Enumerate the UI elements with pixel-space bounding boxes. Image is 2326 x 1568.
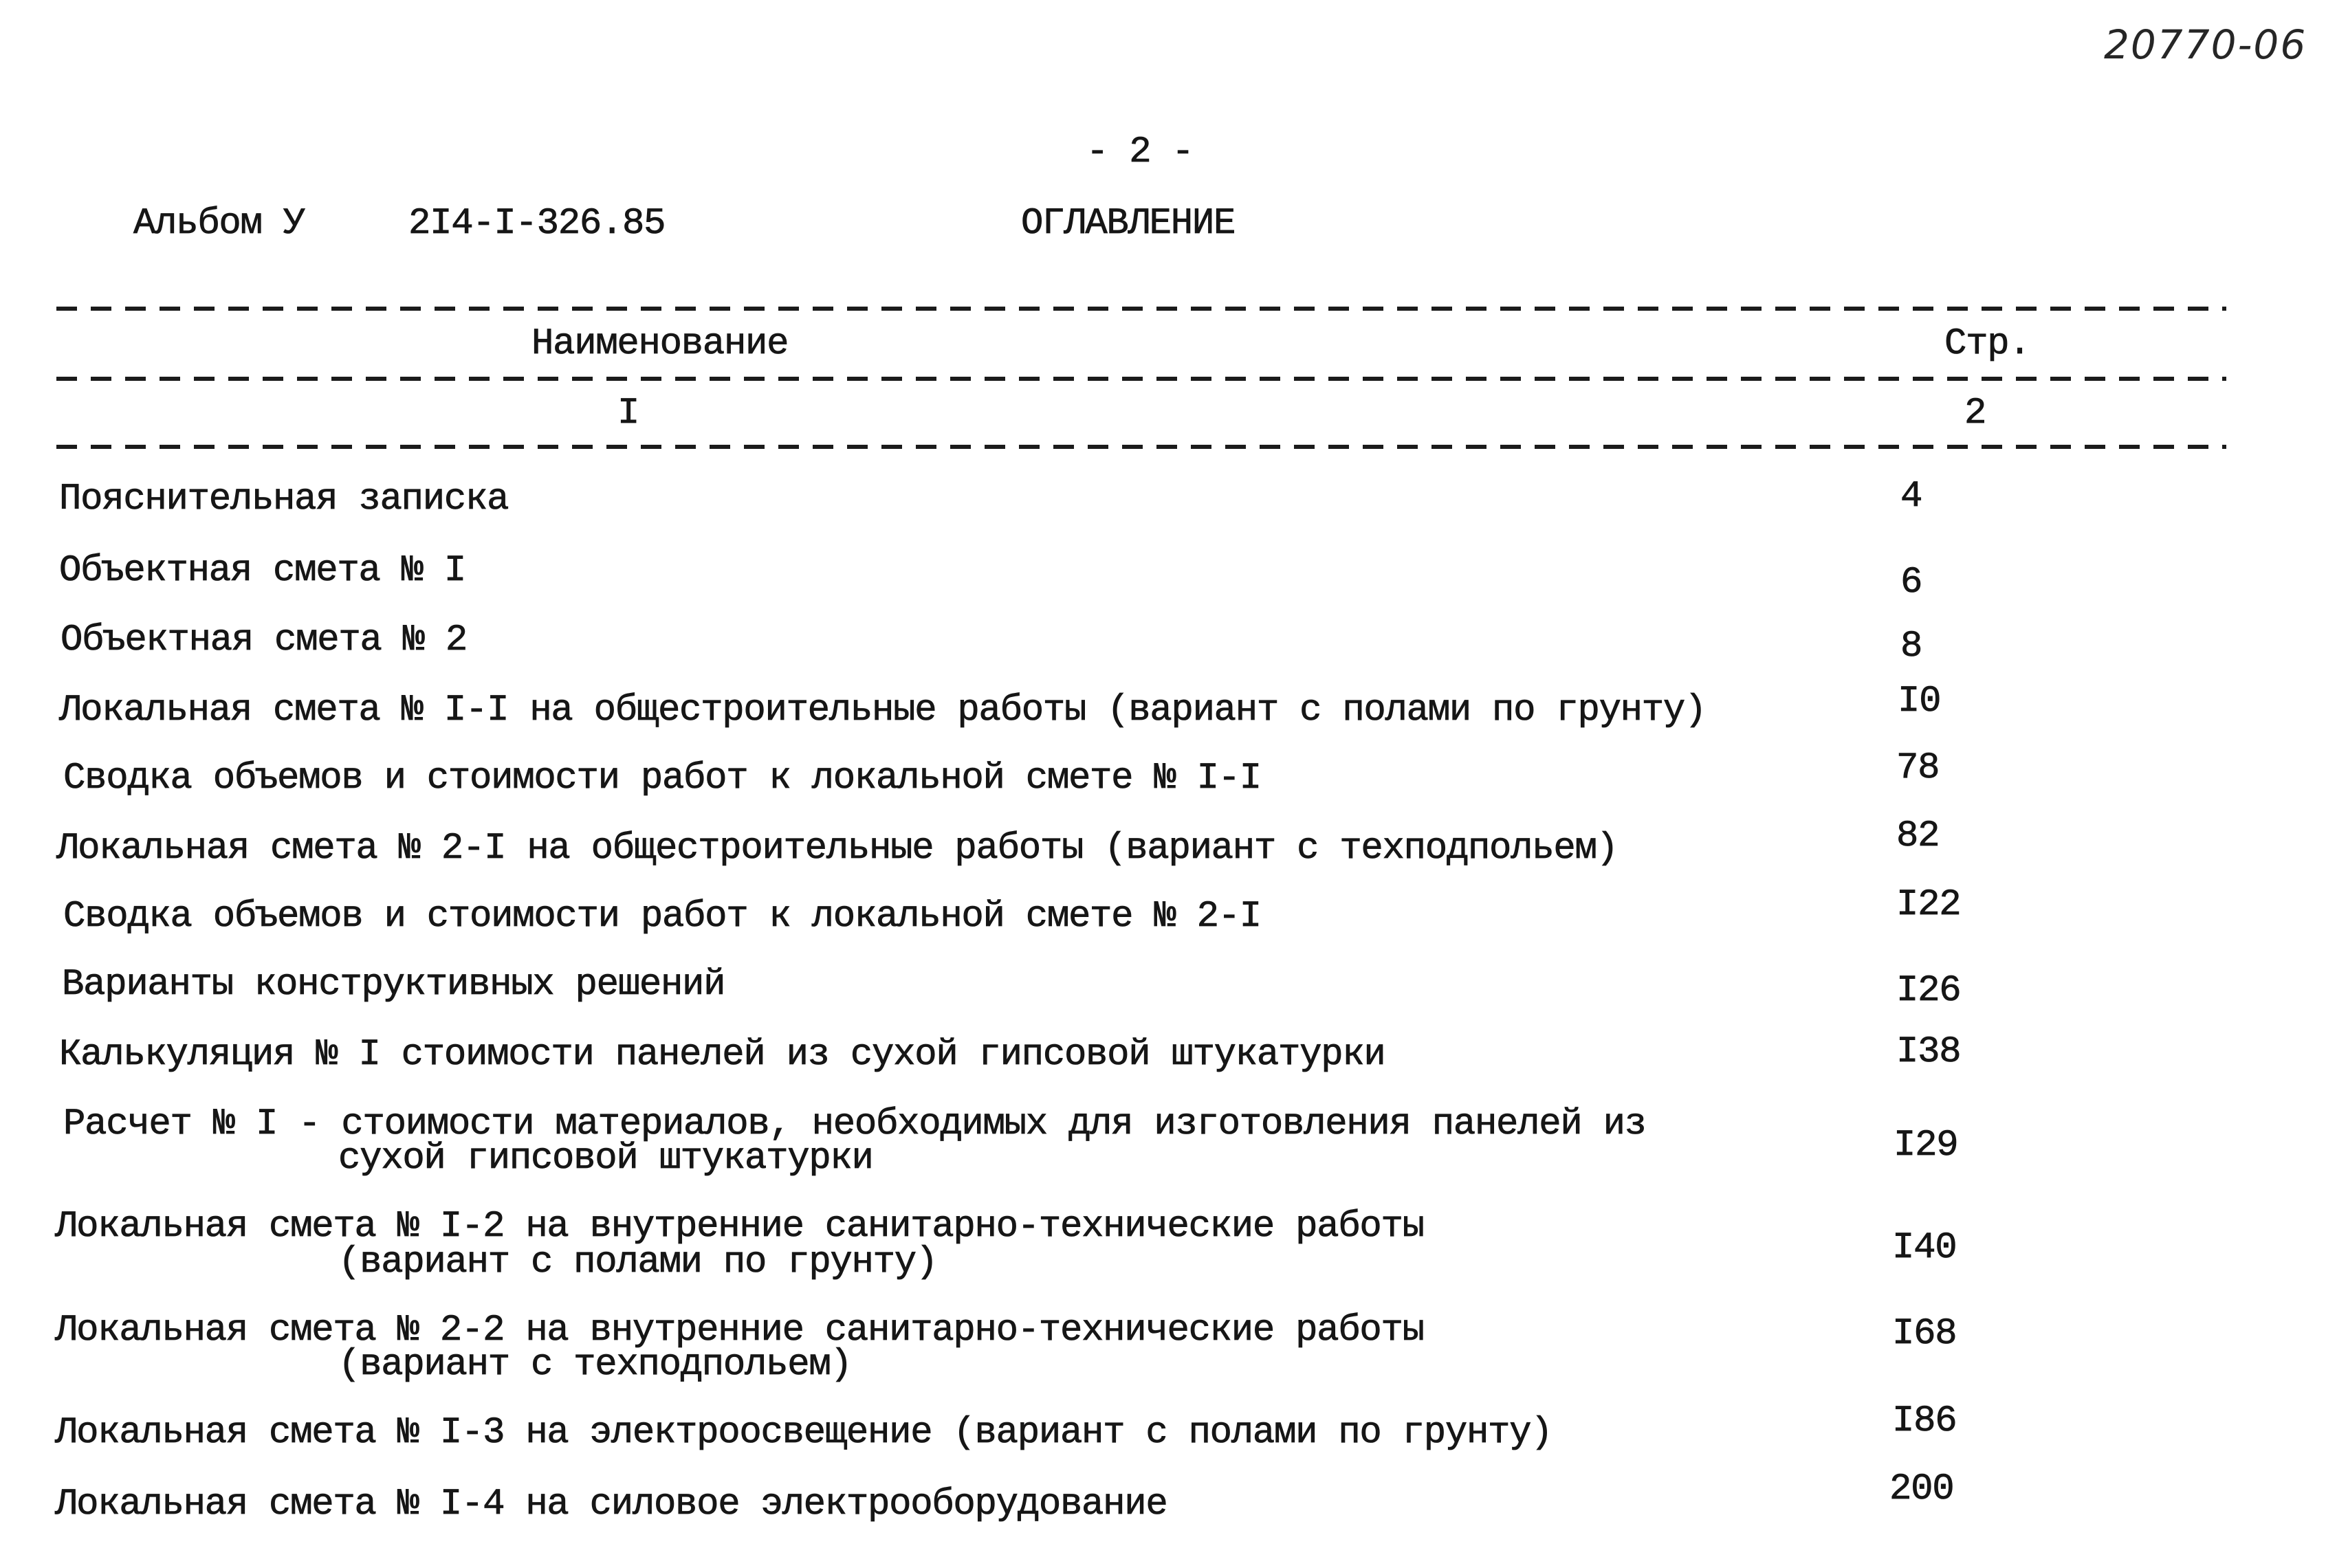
toc-entry-page: 82 xyxy=(1896,815,1940,857)
toc-entry-page: 6 xyxy=(1900,562,1922,604)
toc-entry-title: Локальная смета № I-I на общестроительные работы (вариант с полами по грунту) xyxy=(59,689,1707,731)
toc-entry-title-continuation: (вариант с полами по грунту) xyxy=(338,1241,937,1283)
toc-entry-title: Варианты конструктивных решений xyxy=(62,964,725,1006)
toc-entry-title: Локальная смета № I-2 на внутренние санитарно-технические работы xyxy=(55,1206,1424,1248)
album-label: Альбом У xyxy=(133,203,305,245)
project-code: 2I4-I-326.85 xyxy=(408,203,666,245)
column-header-page: Стр. xyxy=(1944,323,2030,365)
toc-entry-page: 4 xyxy=(1900,476,1922,518)
column-index-page: 2 xyxy=(1964,393,1986,434)
toc-entry-page: I38 xyxy=(1896,1031,1961,1073)
toc-entry-title: Локальная смета № I-3 на электроосвещение (вариант с полами по грунту) xyxy=(55,1412,1553,1454)
toc-entry-page: I26 xyxy=(1896,970,1961,1012)
toc-entry-page: 200 xyxy=(1889,1468,1954,1510)
column-index-name: I xyxy=(617,393,639,434)
toc-entry-title: Локальная смета № 2-I на общестроительные работы (вариант с техподпольем) xyxy=(56,828,1618,870)
toc-entry-title: Локальная смета № 2-2 на внутренние санитарно-технические работы xyxy=(55,1310,1424,1351)
dashed-rule-top xyxy=(56,307,2226,311)
document-title: ОГЛАВЛЕНИЕ xyxy=(1021,203,1236,245)
toc-entry-page: I0 xyxy=(1898,681,1941,722)
dashed-rule-bottom xyxy=(56,445,2226,449)
toc-entry-title: Расчет № I - стоимости материалов, необходимых для изготовления панелей из xyxy=(63,1103,1646,1145)
toc-entry-title: Калькуляция № I стоимости панелей из сухой гипсовой штукатурки xyxy=(59,1034,1385,1076)
page-number: - 2 - xyxy=(1086,131,1194,173)
toc-entry-title: Пояснительная записка xyxy=(59,478,509,520)
toc-entry-title: Сводка объемов и стоимости работ к локальной смете № I-I xyxy=(63,758,1261,799)
toc-entry-title-continuation: (вариант с техподпольем) xyxy=(338,1344,852,1386)
toc-entry-title: Локальная смета № I-4 на силовое электрооборудование xyxy=(55,1483,1167,1525)
toc-entry-page: I86 xyxy=(1892,1400,1957,1442)
archive-number: 20770-06 xyxy=(2104,21,2307,68)
column-header-name: Наименование xyxy=(531,323,789,365)
toc-entry-title: Объектная смета № 2 xyxy=(61,619,468,661)
toc-entry-title-continuation: сухой гипсовой штукатурки xyxy=(338,1138,873,1180)
dashed-rule-middle xyxy=(56,377,2226,381)
toc-entry-page: I40 xyxy=(1892,1227,1957,1269)
toc-entry-title: Сводка объемов и стоимости работ к локальной смете № 2-I xyxy=(63,896,1261,938)
toc-entry-title: Объектная смета № I xyxy=(59,550,466,592)
toc-entry-page: 8 xyxy=(1900,626,1922,667)
toc-entry-page: I22 xyxy=(1896,884,1961,926)
toc-entry-page: 78 xyxy=(1896,747,1940,789)
toc-entry-page: I68 xyxy=(1892,1313,1957,1355)
toc-entry-page: I29 xyxy=(1894,1125,1958,1167)
